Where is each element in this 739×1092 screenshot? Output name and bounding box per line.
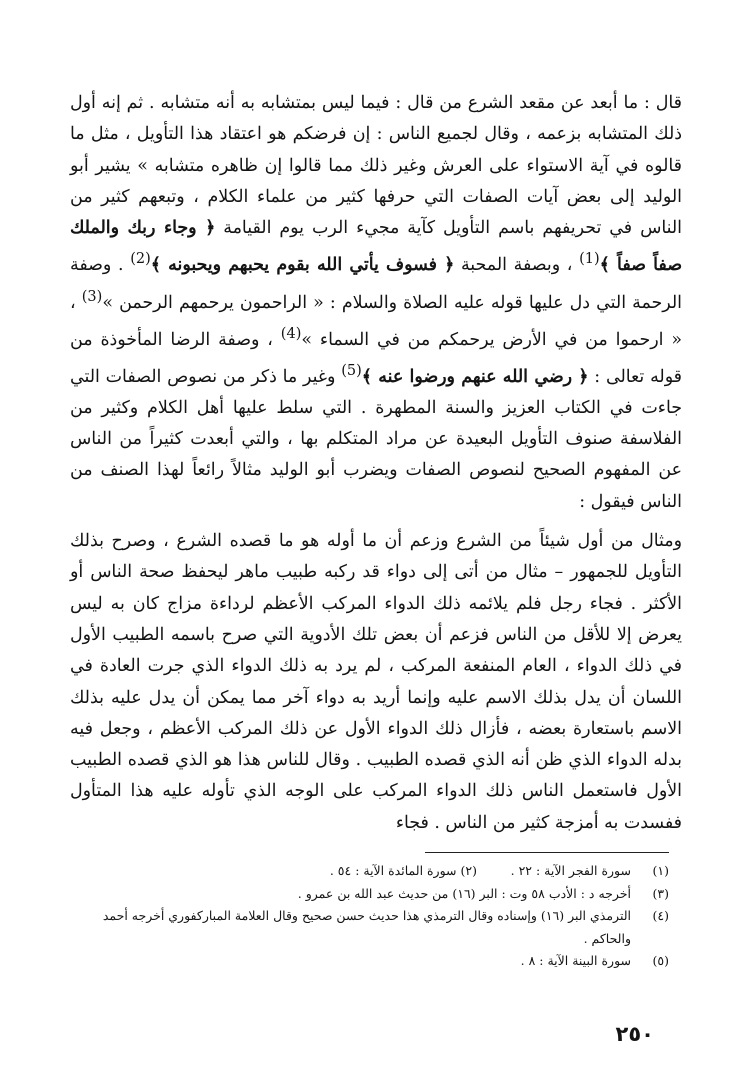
footnote-text: سورة البينة الآية : ٨ .: [520, 953, 631, 968]
footnote-divider: [425, 852, 669, 853]
footnote-ref: (1): [579, 251, 600, 268]
footnote-item: [70, 950, 669, 973]
page-body: [70, 88, 682, 839]
footnote-item: [70, 860, 669, 883]
footnote-text: سورة المائدة الآية : ٥٤ .: [329, 863, 457, 878]
footnote-ref: (3): [81, 288, 103, 305]
footnote-ref: (4): [280, 325, 302, 342]
footnote-item: [70, 883, 669, 906]
footnote-ref: (2): [130, 251, 151, 268]
footnote-number: (١): [652, 863, 669, 878]
footnote-number: (٣): [652, 885, 669, 901]
footnote-number: (٢): [460, 863, 478, 878]
quran-verse: ﴿ رضي الله عنهم ورضوا عنه ﴾: [361, 366, 589, 387]
text-segment: ، وصفة الرضا المأخوذة من قوله تعالى :: [70, 329, 682, 387]
footnote-text: الترمذي البر (١٦) وإسناده وقال الترمذي هذا حديث حسن صحيح وقال العلامة المباركفوري أخرجه أحمد والحاكم .: [102, 908, 631, 946]
text-segment: ، وبصفة المحبة: [460, 255, 573, 276]
text-segment: وغير ما ذكر من نصوص الصفات التي جاءت في الكتاب العزيز والسنة المطهرة . التي سلط عليها أهل الكلام وكثير من الفلاسفة صنوف التأويل البعيدة عن مراد المتكلم بها ، والتي أبعدت كثيراً من الناس عن المفهوم الصحيح لنصوص الصفات ويضرب أبو الوليد مثالاً رائعاً لهذا الصنف من الناس فيقول :: [70, 366, 682, 512]
text-segment: ، « ارحموا من في الأرض يرحمكم من في السماء »: [70, 292, 683, 350]
footnote-number: (٤): [652, 908, 669, 923]
footnote-text-group: [70, 860, 631, 883]
paragraph-2: ومثال من أول شيئاً من الشرع وزعم أن ما أوله هو ما قصده الشرع ، وصرح بذلك التأويل للجمهور – مثال من أتى إلى دواء قد ركبه طبيب ماهر ليحفظ صحة الناس أو الأكثر . فجاء رجل فلم يلائمه ذلك الدواء المركب الأعظم لرداءة مزاج كان به ليس يعرض إلا للأقل من الناس فزعم أن بعض تلك الأدوية التي صرح باسمه الطبيب الأول في ذلك الدواء ، العام المنفعة المركب ، لم يرد به ذلك الدواء الذي جرت العادة في اللسان أن يدل بذلك الاسم عليه وإنما أريد به دواء آخر مما يمكن أن يدل عليه بذلك الاسم باستعارة بعضه ، فأزال ذلك الدواء الأول عن ذلك المركب الأعظم ، وجعل فيه بدله الدواء الذي ظن أنه الذي قصده الطبيب . وقال للناس هذا هو الذي قصده الطبيب الأول فاستعمل الناس ذلك الدواء المركب على الوجه الذي تأوله عليه هذا المتأول ففسدت به أمزجة كثير من الناس . فجاء: [70, 531, 682, 833]
text-segment: . وصفة الرحمة التي دل عليها قوله عليه الصلاة والسلام : « الراحمون يرحمهم الرحمن »: [70, 255, 683, 313]
paragraph-1: [70, 88, 682, 518]
footnote-ref: (5): [341, 362, 362, 379]
footnotes: [70, 860, 669, 973]
quran-verse: ﴿ فسوف يأتي الله بقوم يحبهم ويحبونه ﴾: [150, 255, 455, 276]
page-number: ٢٥٠: [615, 1022, 654, 1046]
quran-verse: ﴿ وجاء ربك والملك صفاً صفاً ﴾: [70, 218, 682, 276]
footnote-text: أخرجه د : الأدب ٥٨ وت : البر (١٦) من حديث عبد الله بن عمرو .: [297, 885, 631, 901]
footnote-text: سورة الفجر الآية : ٢٢ .: [510, 863, 631, 878]
text-segment: قال : ما أبعد عن مقعد الشرع من قال : فيما ليس بمتشابه به أنه متشابه . ثم إنه أول ذلك المتشابه بزعمه ، وقال لجميع الناس : إن فرضكم هو اعتقاد هذا التأويل ، مثل ما قالوه في آية الاستواء على العرش وغير ذلك مما قالوا إن ظاهره متشابه » يشير أبو الوليد إلى بعض آيات الصفات التي حرفها كثير من علماء الكلام ، وتبعهم كثير من الناس في تحريفهم باسم التأويل كآية مجيء الرب يوم القيامة: [70, 93, 682, 239]
footnote-item: [70, 905, 669, 950]
footnote-number: (٥): [652, 953, 669, 968]
